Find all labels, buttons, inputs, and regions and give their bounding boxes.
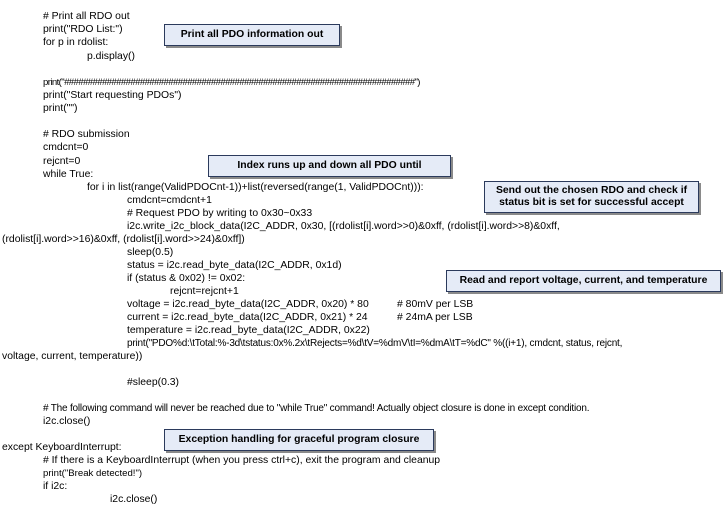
- code-line: rejcnt=rejcnt+1: [170, 286, 239, 297]
- code-comment: # 24mA per LSB: [397, 312, 473, 323]
- code-comment: # 80mV per LSB: [397, 299, 474, 310]
- code-line: i2c.close(): [43, 416, 91, 427]
- code-line: print("Break detected!"): [43, 468, 143, 479]
- code-line: for p in rdolist:: [43, 37, 109, 48]
- code-line: print("Start requesting PDOs"): [43, 90, 182, 101]
- code-line: rejcnt=0: [43, 156, 81, 167]
- code-line: while True:: [43, 169, 94, 180]
- callout-index-runs: Index runs up and down all PDO until: [208, 155, 451, 177]
- code-line: # The following command will never be reached due to "while True" command! Actually object closure is done in except condition.: [43, 403, 590, 414]
- callout-send-out: Send out the chosen RDO and check if status bit is set for successful accept: [484, 181, 699, 213]
- code-line: print("##########################################################################"): [43, 77, 420, 88]
- code-line: # RDO submission: [43, 129, 130, 140]
- code-line: i2c.write_i2c_block_data(I2C_ADDR, 0x30, [(rdolist[i].word>>0)&0xff, (rdolist[i].word>>8)&0xff,: [127, 221, 560, 232]
- code-line: current = i2c.read_byte_data(I2C_ADDR, 0x21) * 24: [127, 312, 368, 323]
- code-line: print("PDO%d:\tTotal:%-3d\tstatus:0x%.2x\tRejects=%d\tV=%dmV\tI=%dmA\tT=%dC" %((i+1), cmdcnt, status, rejcnt,: [127, 338, 623, 349]
- code-line: voltage, current, temperature)): [2, 351, 143, 362]
- code-line: cmdcnt=0: [43, 142, 89, 153]
- callout-print-all-pdo: Print all PDO information out: [164, 24, 340, 46]
- code-line: voltage = i2c.read_byte_data(I2C_ADDR, 0x20) * 80: [127, 299, 369, 310]
- code-line: #sleep(0.3): [127, 377, 179, 388]
- callout-exception: Exception handling for graceful program closure: [164, 429, 434, 451]
- code-line: # Request PDO by writing to 0x30~0x33: [127, 208, 313, 219]
- code-line: i2c.close(): [110, 494, 158, 505]
- code-line: print(""): [43, 103, 78, 114]
- code-line: # Print all RDO out: [43, 11, 130, 22]
- code-line: if (status & 0x02) != 0x02:: [127, 273, 246, 284]
- code-line: p.display(): [87, 51, 135, 62]
- code-line: print("RDO List:"): [43, 24, 123, 35]
- code-line: cmdcnt=cmdcnt+1: [127, 195, 212, 206]
- code-line: temperature = i2c.read_byte_data(I2C_ADDR, 0x22): [127, 325, 370, 336]
- code-comment: # If there is a KeyboardInterrupt (when you press ctrl+c), exit the program and cleanup: [43, 455, 441, 466]
- code-line: for i in list(range(ValidPDOCnt-1))+list(reversed(range(1, ValidPDOCnt))):: [87, 182, 424, 193]
- code-line: status = i2c.read_byte_data(I2C_ADDR, 0x1d): [127, 260, 342, 271]
- code-line: sleep(0.5): [127, 247, 174, 258]
- callout-read-report: Read and report voltage, current, and temperature: [446, 270, 721, 292]
- code-line: (rdolist[i].word>>16)&0xff, (rdolist[i].word>>24)&0xff]): [2, 234, 245, 245]
- code-line: except KeyboardInterrupt:: [2, 442, 122, 453]
- code-line: if i2c:: [43, 481, 68, 492]
